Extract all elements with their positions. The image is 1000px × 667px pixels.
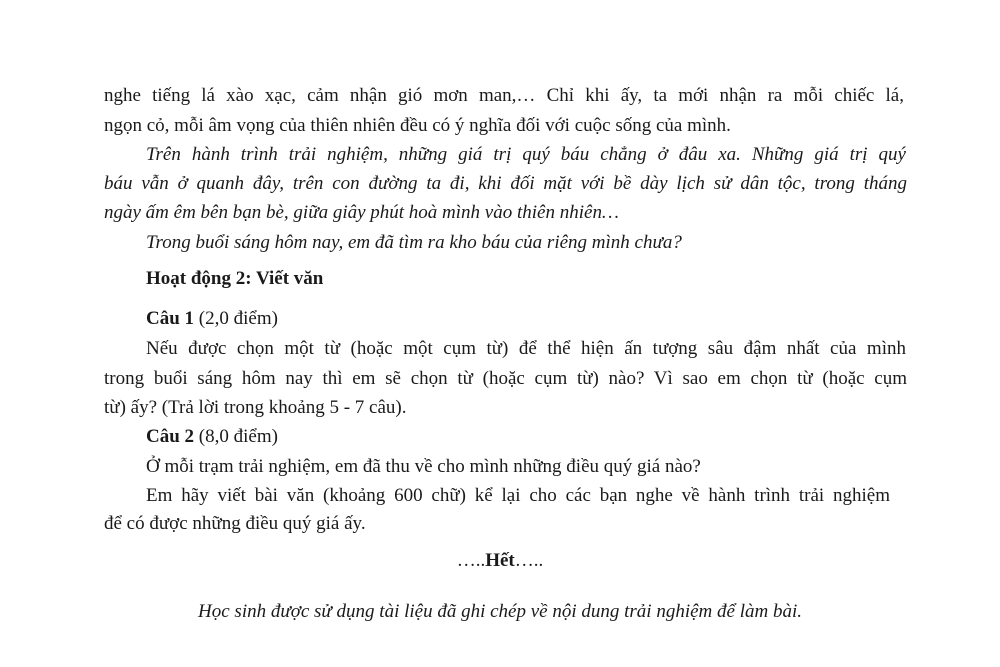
paragraph-3: Trong buổi sáng hôm nay, em đã tìm ra kho báu của riêng mình chưa? [146, 232, 682, 253]
end-marker [0, 549, 1000, 573]
end-word: Hết [485, 550, 515, 571]
activity-2-subtitle: : Viết văn [245, 268, 324, 289]
end-dots-right: ….. [514, 550, 544, 571]
question-1-line-1: Nếu được chọn một từ (hoặc một cụm từ) để thể hiện ấn tượng sâu đậm nhất của mình [146, 338, 906, 359]
question-1-points: (2,0 điểm) [194, 308, 278, 329]
paragraph-1-line-2: ngọn cỏ, mỗi âm vọng của thiên nhiên đều có ý nghĩa đối với cuộc sống của mình. [104, 115, 731, 136]
question-2-line-1: Ở mỗi trạm trải nghiệm, em đã thu về cho mình những điều quý giá nào? [146, 456, 701, 477]
question-1-line-3: từ) ấy? (Trả lời trong khoảng 5 - 7 câu). [104, 397, 407, 418]
question-2-label: Câu 2 [146, 426, 195, 447]
end-dots-left: ….. [456, 550, 486, 571]
question-2-line-3: để có được những điều quý giá ấy. [104, 513, 366, 534]
activity-2-title: Hoạt động 2 [146, 268, 246, 289]
footnote: Học sinh được sử dụng tài liệu đã ghi chép về nội dung trải nghiệm để làm bài. [198, 601, 802, 622]
question-2-points: (8,0 điểm) [194, 426, 278, 447]
question-1-heading [146, 307, 278, 331]
paragraph-2-line-2: báu vẫn ở quanh đây, trên con đường ta đi, khi đối mặt với bề dày lịch sử dân tộc, trong tháng [104, 173, 907, 194]
question-2-line-2: Em hãy viết bài văn (khoảng 600 chữ) kể lại cho các bạn nghe về hành trình trải nghiệm [146, 485, 890, 506]
paragraph-1-line-1: nghe tiếng lá xào xạc, cảm nhận gió mơn man,… Chỉ khi ấy, ta mới nhận ra mỗi chiếc lá, [104, 85, 904, 106]
activity-2-heading [146, 267, 323, 291]
question-1-line-2: trong buổi sáng hôm nay thì em sẽ chọn từ (hoặc cụm từ) nào? Vì sao em chọn từ (hoặc cụm [104, 368, 907, 389]
question-2-heading [146, 425, 278, 449]
question-1-label: Câu 1 [146, 308, 195, 329]
paragraph-2-line-3: ngày ấm êm bên bạn bè, giữa giây phút hoà mình vào thiên nhiên… [104, 202, 619, 223]
paragraph-2-line-1: Trên hành trình trải nghiệm, những giá trị quý báu chẳng ở đâu xa. Những giá trị quý [146, 144, 906, 165]
